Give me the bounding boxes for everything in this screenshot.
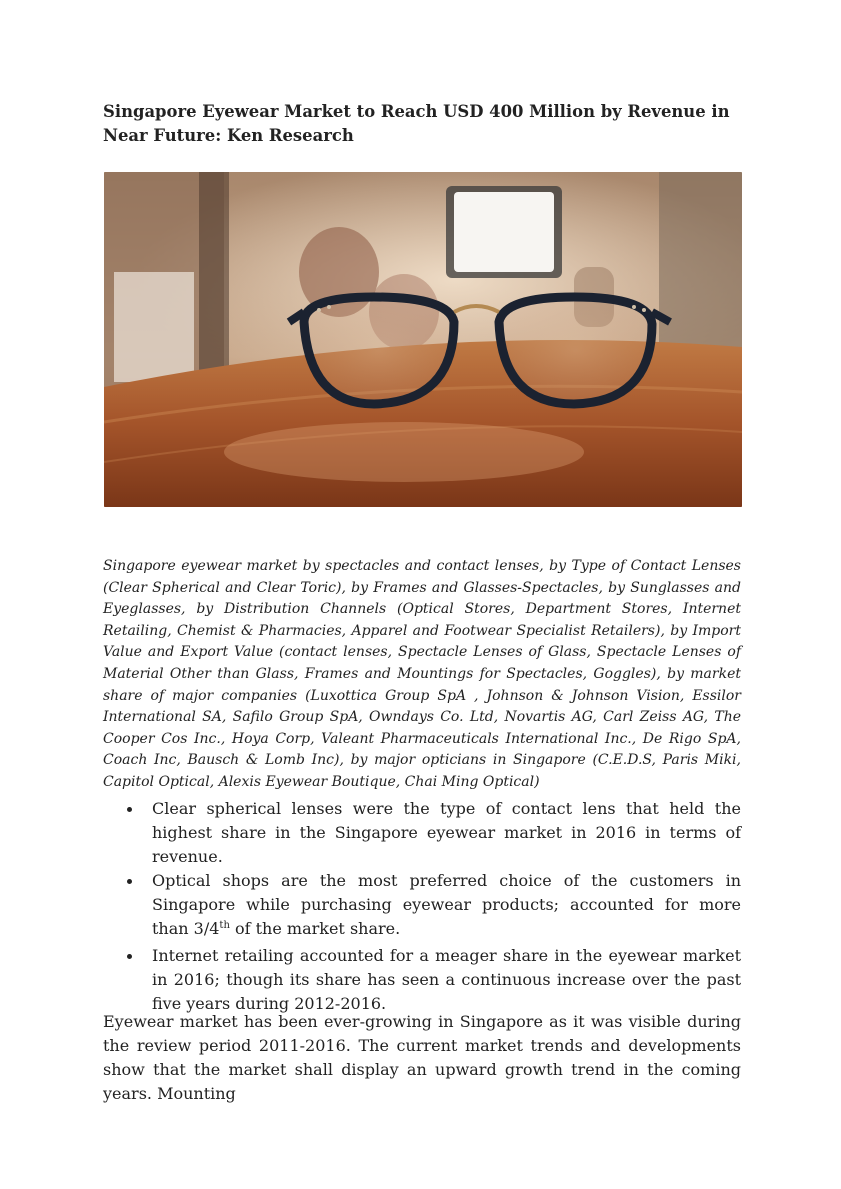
list-item	[103, 797, 741, 869]
bullet-text-start: Optical shops are the most preferred choice of the customers in Singapore while purchasing eyewear products; accounted for more than 3/4	[152, 871, 741, 938]
eyeglasses-illustration	[104, 172, 742, 507]
bullet-text: Clear spherical lenses were the type of contact lens that held the highest share in the Singapore eyewear market in 2016 in terms of revenue.	[152, 799, 741, 866]
eyeglasses-photo	[104, 172, 742, 507]
list-item	[103, 869, 741, 941]
bullet-icon	[127, 954, 132, 959]
body-paragraph: Eyewear market has been ever-growing in Singapore as it was visible during the review period 2011-2016. The current market trends and developments show that the market shall display an upward growth trend in the coming years. Mounting	[103, 1012, 741, 1103]
image-caption: Singapore eyewear market by spectacles and contact lenses, by Type of Contact Lenses (Clear Spherical and Clear Toric), by Frames and Glasses-Spectacles, by Sunglasses and Eyeglasses, by Distribution Channels (Optical Stores, Department Stores, Internet Retailing, Chemist & Pharmacies, Apparel and Footwear Specialist Retailers), by Import Value and Export Value (contact lenses, Spectacle Lenses of Glass, Spectacle Lenses of Material Other than Glass, Frames and Mountings for Spectacles, Goggles), by market share of major companies (Luxottica Group SpA , Johnson & Johnson Vision, Essilor International SA, Safilo Group SpA, Owndays Co. Ltd, Novartis AG, Carl Zeiss AG, The Cooper Cos Inc., Hoya Corp, Valeant Pharmaceuticals International Inc., De Rigo SpA, Coach Inc, Bausch & Lomb Inc), by major opticians in Singapore (C.E.D.S, Paris Miki, Capitol Optical, Alexis Eyewear Boutique, Chai Ming Optical)	[103, 558, 741, 790]
bullet-text-end: of the market share.	[229, 919, 401, 938]
list-item	[103, 944, 741, 1016]
bullet-icon	[127, 879, 132, 884]
bullet-icon	[127, 807, 132, 812]
bullet-superscript: th	[219, 920, 230, 931]
article-title: Singapore Eyewear Market to Reach USD 400 Million by Revenue in Near Future: Ken Research	[103, 102, 730, 145]
bullet-text: Internet retailing accounted for a meager share in the eyewear market in 2016; though its share has seen a continuous increase over the past five years during 2012-2016.	[152, 946, 741, 1013]
key-findings-list	[103, 797, 741, 1016]
